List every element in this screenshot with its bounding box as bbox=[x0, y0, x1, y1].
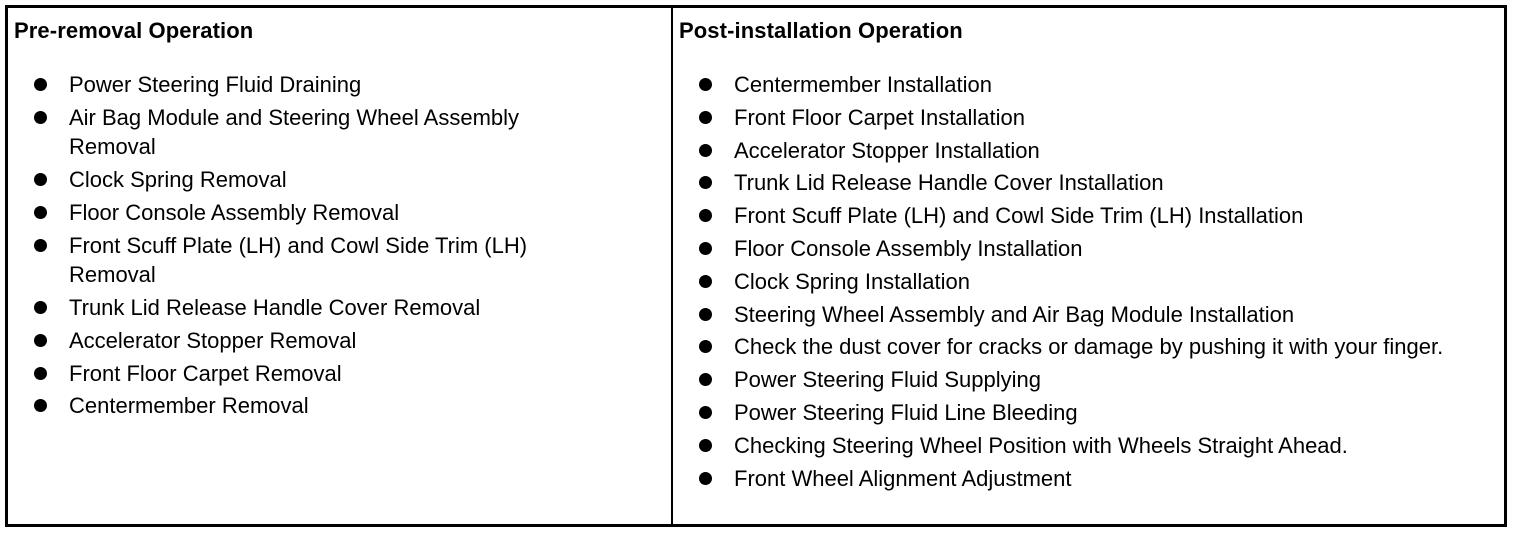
list-item-text: Power Steering Fluid Line Bleeding bbox=[734, 399, 1078, 425]
list-item-text: Clock Spring Installation bbox=[734, 268, 971, 294]
list-item bbox=[679, 431, 1504, 461]
bullet-icon bbox=[699, 373, 712, 386]
list-item-text: Centermember Installation bbox=[734, 72, 993, 97]
bullet-icon bbox=[34, 173, 47, 186]
list-item-text: Accelerator Stopper Installation bbox=[734, 137, 1040, 163]
list-item bbox=[679, 168, 1504, 198]
list-item bbox=[14, 391, 671, 421]
list-item bbox=[679, 136, 1504, 166]
bullet-icon bbox=[34, 206, 47, 219]
procedure-table bbox=[5, 5, 1507, 527]
list-item-text: Air Bag Module and Steering Wheel Assembly Removal bbox=[69, 104, 520, 160]
bullet-icon bbox=[699, 308, 712, 321]
list-item bbox=[14, 231, 671, 290]
bullet-icon bbox=[34, 78, 47, 91]
list-item bbox=[679, 267, 1504, 297]
list-item-text: Clock Spring Removal bbox=[69, 167, 287, 193]
list-item-text: Trunk Lid Release Handle Cover Installation bbox=[734, 170, 1164, 196]
bullet-icon bbox=[34, 367, 47, 380]
bullet-icon bbox=[699, 275, 712, 288]
list-item bbox=[679, 103, 1504, 133]
bullet-icon bbox=[699, 111, 712, 124]
bullet-icon bbox=[699, 176, 712, 189]
list-item bbox=[679, 234, 1504, 264]
bullet-icon bbox=[699, 406, 712, 419]
bullet-icon bbox=[34, 399, 47, 412]
list-item-text: Check the dust cover for cracks or damage by pushing it with your finger. bbox=[734, 334, 1444, 360]
bullet-icon bbox=[699, 242, 712, 255]
list-item bbox=[14, 70, 671, 100]
list-item-text: Accelerator Stopper Removal bbox=[69, 327, 357, 353]
list-item bbox=[14, 326, 671, 356]
bullet-icon bbox=[34, 334, 47, 347]
list-item bbox=[679, 464, 1504, 494]
list-item-text: Centermember Removal bbox=[69, 393, 309, 419]
pre-removal-column bbox=[8, 8, 673, 524]
post-installation-title: Post-installation Operation bbox=[679, 18, 963, 43]
bullet-icon bbox=[34, 239, 47, 252]
bullet-icon bbox=[699, 209, 712, 222]
list-item bbox=[14, 165, 671, 195]
list-item bbox=[679, 201, 1504, 231]
pre-removal-title: Pre-removal Operation bbox=[14, 18, 254, 43]
list-item bbox=[14, 103, 671, 162]
pre-removal-list bbox=[14, 70, 671, 421]
list-item bbox=[679, 332, 1504, 362]
bullet-icon bbox=[699, 439, 712, 452]
list-item bbox=[14, 198, 671, 228]
list-item-text: Front Scuff Plate (LH) and Cowl Side Trim (LH) Installation bbox=[734, 203, 1304, 229]
list-item-text: Checking Steering Wheel Position with Wheels Straight Ahead. bbox=[734, 432, 1348, 458]
list-item-text: Front Wheel Alignment Adjustment bbox=[734, 465, 1072, 491]
list-item bbox=[679, 398, 1504, 428]
bullet-icon bbox=[699, 78, 712, 91]
bullet-icon bbox=[699, 472, 712, 485]
list-item-text: Floor Console Assembly Removal bbox=[69, 199, 400, 225]
list-item bbox=[679, 365, 1504, 395]
bullet-icon bbox=[34, 301, 47, 314]
list-item-text: Front Floor Carpet Installation bbox=[734, 104, 1026, 130]
list-item-text: Floor Console Assembly Installation bbox=[734, 235, 1083, 261]
list-item-text: Steering Wheel Assembly and Air Bag Module Installation bbox=[734, 301, 1295, 327]
bullet-icon bbox=[34, 111, 47, 124]
list-item-text: Trunk Lid Release Handle Cover Removal bbox=[69, 294, 481, 320]
list-item bbox=[14, 293, 671, 323]
list-item-text: Power Steering Fluid Draining bbox=[69, 72, 362, 97]
list-item-text: Front Scuff Plate (LH) and Cowl Side Trim (LH) Removal bbox=[69, 232, 528, 288]
list-item-text: Power Steering Fluid Supplying bbox=[734, 367, 1041, 393]
list-item bbox=[679, 300, 1504, 330]
post-installation-column bbox=[673, 8, 1504, 524]
bullet-icon bbox=[699, 144, 712, 157]
list-item bbox=[14, 359, 671, 389]
list-item bbox=[679, 70, 1504, 100]
list-item-text: Front Floor Carpet Removal bbox=[69, 360, 342, 386]
bullet-icon bbox=[699, 340, 712, 353]
post-installation-list bbox=[679, 70, 1504, 493]
